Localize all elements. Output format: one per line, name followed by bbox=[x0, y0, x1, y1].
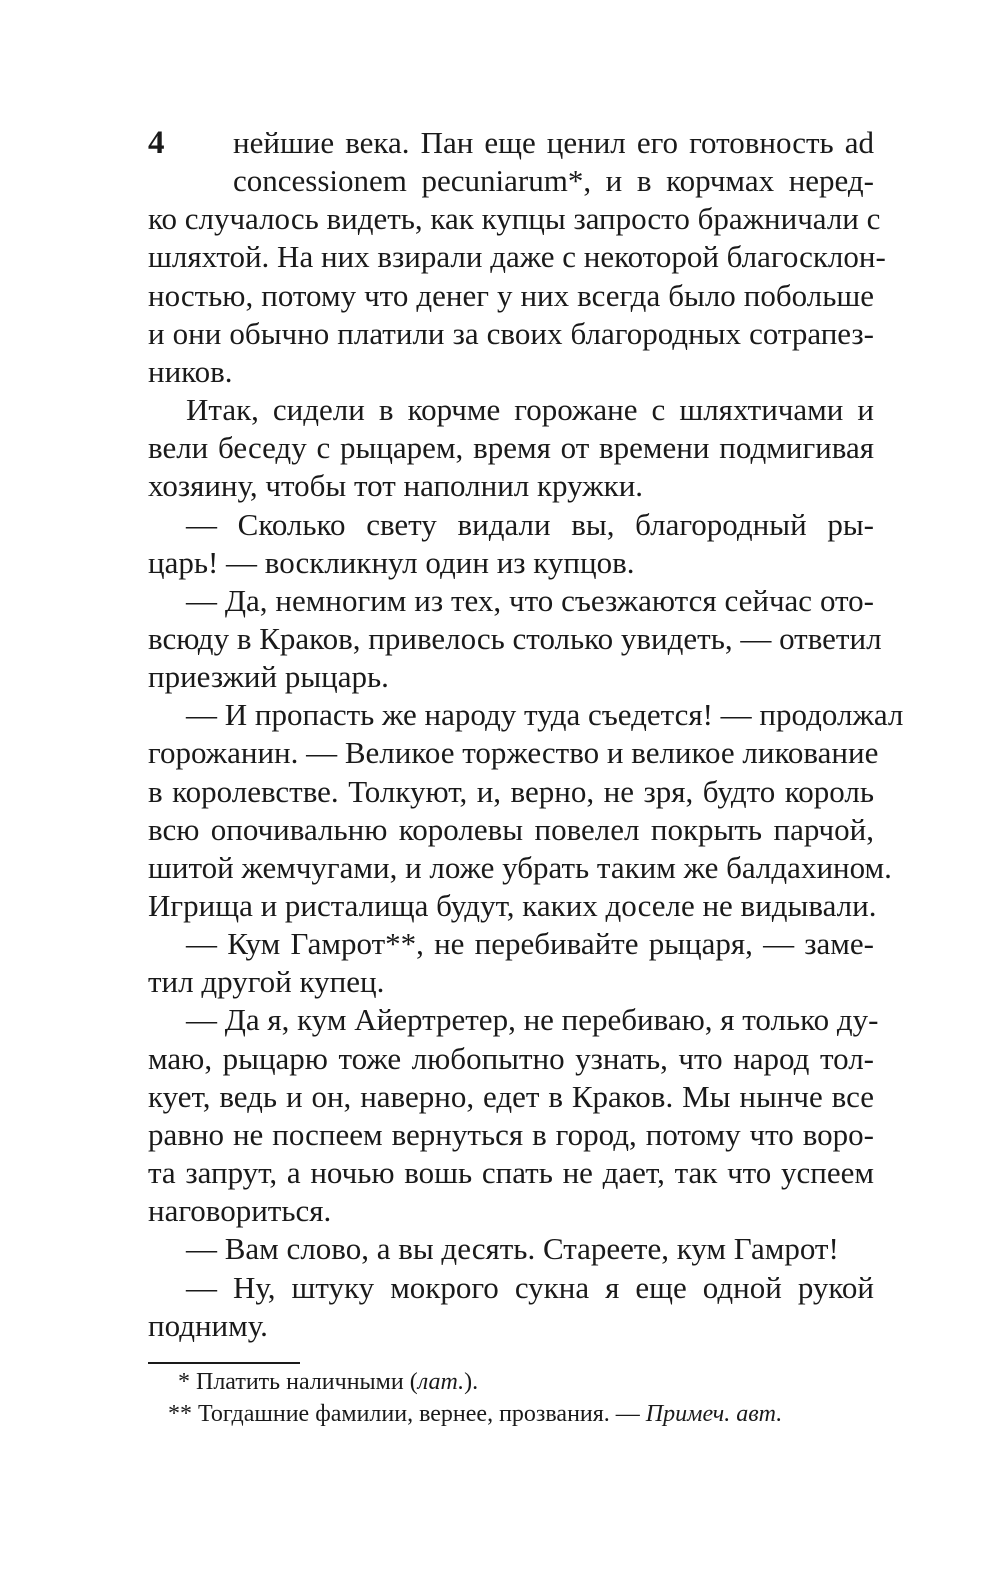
text-line: равно не поспеем вернуться в город, потому что воро- bbox=[148, 1117, 874, 1152]
text-line: приезжий рыцарь. bbox=[148, 659, 389, 694]
text-line: подниму. bbox=[148, 1308, 268, 1343]
text-line: — Да, немногим из тех, что съезжаются сейчас ото- bbox=[186, 583, 874, 618]
text-line: всю опочивальню королевы повелел покрыть парчой, bbox=[148, 812, 874, 847]
footnote-marker: ** bbox=[168, 1401, 192, 1427]
footnote-divider bbox=[148, 1362, 300, 1364]
text-line: ников. bbox=[148, 354, 233, 389]
text-line: — Ну, штуку мокрого сукна я еще одной рукой bbox=[186, 1270, 874, 1305]
text-line: маю, рыцарю тоже любопытно узнать, что народ тол- bbox=[148, 1041, 874, 1076]
text-line: тил другой купец. bbox=[148, 964, 385, 999]
text-line: вели беседу с рыцарем, время от времени подмигивая bbox=[148, 430, 874, 465]
text-line: шляхтой. На них взирали даже с некоторой благосклон- bbox=[148, 239, 886, 274]
text-line: Итак, сидели в корчме горожане с шляхтичами и bbox=[186, 392, 874, 427]
page-number: 4 bbox=[148, 125, 165, 161]
text-line: — Сколько свету видали вы, благородный ры- bbox=[186, 507, 874, 542]
text-line: — И пропасть же народу туда съедется! — продолжал bbox=[186, 697, 904, 732]
text-line: concessionem pecuniarum*, и в корчмах неред- bbox=[233, 163, 874, 198]
text-line: нейшие века. Пан еще ценил его готовность ad bbox=[233, 125, 874, 160]
text-line: горожанин. — Великое торжество и великое ликование bbox=[148, 735, 879, 770]
text-line: всюду в Краков, привелось столько увидеть, — ответил bbox=[148, 621, 882, 656]
footnote-italic: лат. bbox=[417, 1369, 465, 1395]
footnote-italic: Примеч. авт. bbox=[645, 1401, 783, 1427]
text-line: и они обычно платили за своих благородных сотрапез- bbox=[148, 316, 874, 351]
text-line: царь! — воскликнул один из купцов. bbox=[148, 545, 635, 580]
footnote-marker: * bbox=[178, 1369, 190, 1395]
text-line: в королевстве. Толкуют, и, верно, не зря, будто король bbox=[148, 774, 874, 809]
footnote-text: Тогдашние фамилии, вернее, прозвания. — bbox=[198, 1401, 646, 1427]
text-line: наговориться. bbox=[148, 1193, 332, 1228]
text-line: та запрут, а ночью вошь спать не дает, так что успеем bbox=[148, 1155, 874, 1190]
text-line: — Да я, кум Айертретер, не перебиваю, я только ду- bbox=[186, 1002, 879, 1037]
text-line: — Кум Гамрот**, не перебивайте рыцаря, — заме- bbox=[186, 926, 874, 961]
footnote bbox=[178, 1366, 904, 1398]
footnote-after: ). bbox=[464, 1369, 479, 1395]
footnote bbox=[168, 1398, 894, 1430]
text-line: хозяину, чтобы тот наполнил кружки. bbox=[148, 468, 644, 503]
text-line: кует, ведь и он, наверно, едет в Краков. Мы нынче все bbox=[148, 1079, 874, 1114]
text-line: Игрища и ристалища будут, каких доселе не видывали. bbox=[148, 888, 877, 923]
footnote-text: Платить наличными ( bbox=[196, 1369, 418, 1395]
text-line: — Вам слово, а вы десять. Стареете, кум Гамрот! bbox=[186, 1231, 839, 1266]
text-line: ностью, потому что денег у них всегда было побольше bbox=[148, 278, 874, 313]
text-line: шитой жемчугами, и ложе убрать таким же балдахином. bbox=[148, 850, 892, 885]
text-line: ко случалось видеть, как купцы запросто бражничали с bbox=[148, 201, 881, 236]
